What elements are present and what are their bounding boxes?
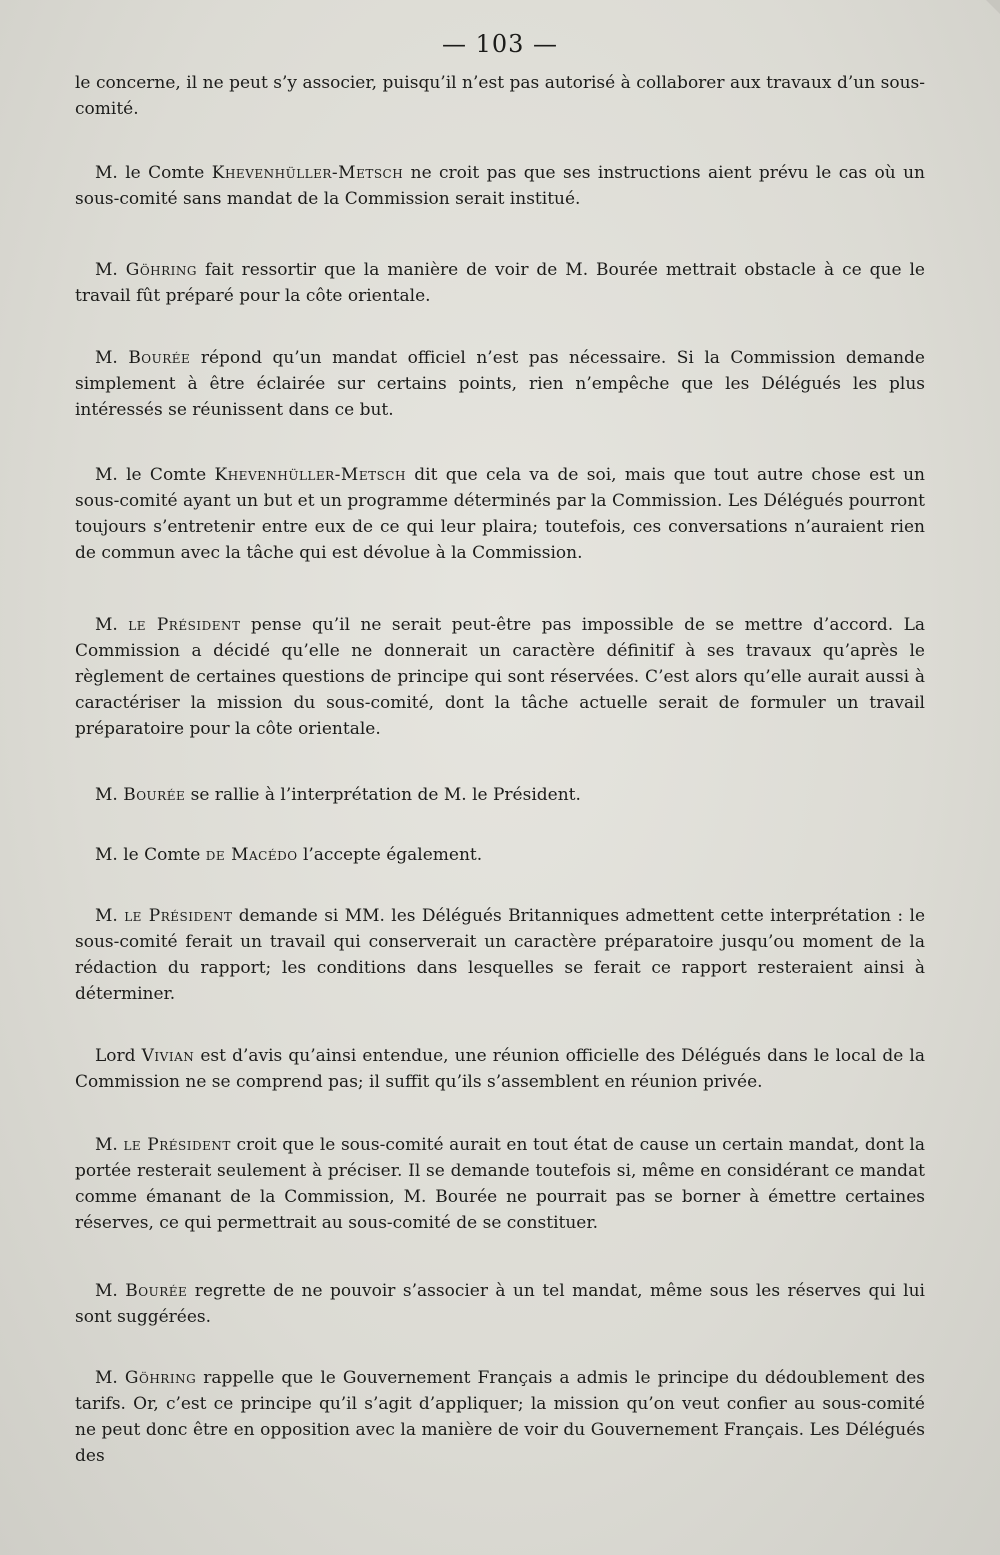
paragraph-text: le concerne, il ne peut s’y associer, puisqu’il n’est pas autorisé à collaborer aux travaux d’un sous-comité. <box>75 73 925 119</box>
paragraph-text: l’accepte également. <box>297 845 483 865</box>
speaker-name: le Président <box>124 906 233 926</box>
paragraph-text: M. <box>95 260 126 280</box>
paragraph <box>75 160 925 212</box>
paragraph-text: M. <box>95 615 129 635</box>
paragraph <box>75 462 925 566</box>
speaker-name: Göhring <box>125 260 198 280</box>
paragraph-text: M. le Comte <box>95 465 215 485</box>
paragraph-text: M. <box>95 1135 124 1155</box>
paragraph <box>75 345 925 423</box>
paragraph-text: M. <box>95 1281 126 1301</box>
speaker-name: Khevenhüller-Metsch <box>214 465 406 485</box>
paragraph-text: rappelle que le Gouvernement Français a admis le principe du dédoublement des tarifs. Or, c’est ce principe qu’il s’agit d’appliquer; la mission qu’on veut confier au sous-comité ne peut donc être en opposition avec la manière de voir du Gouvernement Français. Les Délégués des <box>75 1368 925 1466</box>
paragraph <box>75 782 925 808</box>
paragraph-text: dit que cela va de soi, mais que tout autre chose est un sous-comité ayant un but et un programme déterminés par la Commission. Les Délégués pourront toujours s’entretenir entre eux de ce qui leur plaira; toutefois, ces conversations n’auraient rien de commun avec la tâche qui est dévolue à la Commission. <box>75 465 925 563</box>
speaker-name: Bourée <box>123 785 186 805</box>
paragraph-text: demande si MM. les Délégués Britanniques admettent cette interprétation : le sous-comité ferait un travail qui conserverait un caractère préparatoire jusqu’ou moment de la rédaction du rapport; les conditions dans lesquelles se ferait ce rapport resteraient ainsi à déterminer. <box>75 906 925 1004</box>
paragraph <box>75 612 925 742</box>
paragraph <box>75 1132 925 1236</box>
speaker-name: Bourée <box>128 348 191 368</box>
paragraph-text: croit que le sous-comité aurait en tout état de cause un certain mandat, dont la portée resterait seulement à préciser. Il se demande toutefois si, même en considérant ce mandat comme émanant de la Commission, M. Bourée ne pourrait pas se borner à émettre certaines réserves, ce qui permettrait au sous-comité de se constituer. <box>75 1135 925 1233</box>
paragraph-text: M. le Comte <box>95 163 212 183</box>
paragraph-text: pense qu’il ne serait peut-être pas impossible de se mettre d’accord. La Commission a décidé qu’elle ne donnerait un caractère définitif à ses travaux qu’après le règlement de certaines questions de principe qui sont réservées. C’est alors qu’elle aurait aussi à caractériser la mission du sous-comité, dont la tâche actuelle serait de formuler un travail préparatoire pour la côte orientale. <box>75 615 925 739</box>
paragraph-text: ne croit pas que ses instructions aient prévu le cas où un sous-comité sans mandat de la Commission serait institué. <box>75 163 925 209</box>
paragraph-text: fait ressortir que la manière de voir de M. Bourée mettrait obstacle à ce que le travail fût préparé pour la côte orientale. <box>75 260 925 306</box>
paragraph-text: M. <box>95 348 129 368</box>
speaker-name: le Président <box>128 615 241 635</box>
paragraph-text: M. le Comte <box>95 845 206 865</box>
paragraph-text: se rallie à l’interprétation de M. le Président. <box>185 785 581 805</box>
paragraph-text: regrette de ne pouvoir s’associer à un tel mandat, même sous les réserves qui lui sont suggérées. <box>75 1281 925 1327</box>
page-number: — 103 — <box>441 30 559 58</box>
page-corner-fold <box>986 0 1000 14</box>
speaker-name: Göhring <box>124 1368 197 1388</box>
speaker-name: Bourée <box>125 1281 188 1301</box>
paragraph-text: Lord <box>95 1046 142 1066</box>
paragraph-text: M. <box>95 906 125 926</box>
paragraph <box>75 70 925 122</box>
speaker-name: le Président <box>123 1135 231 1155</box>
speaker-name: Vivian <box>141 1046 195 1066</box>
paragraph <box>75 903 925 1007</box>
speaker-name: de Macédo <box>205 845 298 865</box>
paragraph <box>75 1043 925 1095</box>
paragraph-text: M. <box>95 1368 125 1388</box>
paragraph <box>75 1365 925 1469</box>
paragraph <box>75 1278 925 1330</box>
paragraph-text: répond qu’un mandat officiel n’est pas nécessaire. Si la Commission demande simplement à être éclairée sur certains points, rien n’empêche que les Délégués les plus intéressés se réunissent dans ce but. <box>75 348 925 420</box>
paragraph-text: M. <box>95 785 124 805</box>
paragraph <box>75 257 925 309</box>
paragraph <box>75 842 925 868</box>
paragraph-text: est d’avis qu’ainsi entendue, une réunion officielle des Délégués dans le local de la Commission ne se comprend pas; il suffit qu’ils s’assemblent en réunion privée. <box>75 1046 926 1092</box>
speaker-name: Khevenhüller-Metsch <box>211 163 404 183</box>
